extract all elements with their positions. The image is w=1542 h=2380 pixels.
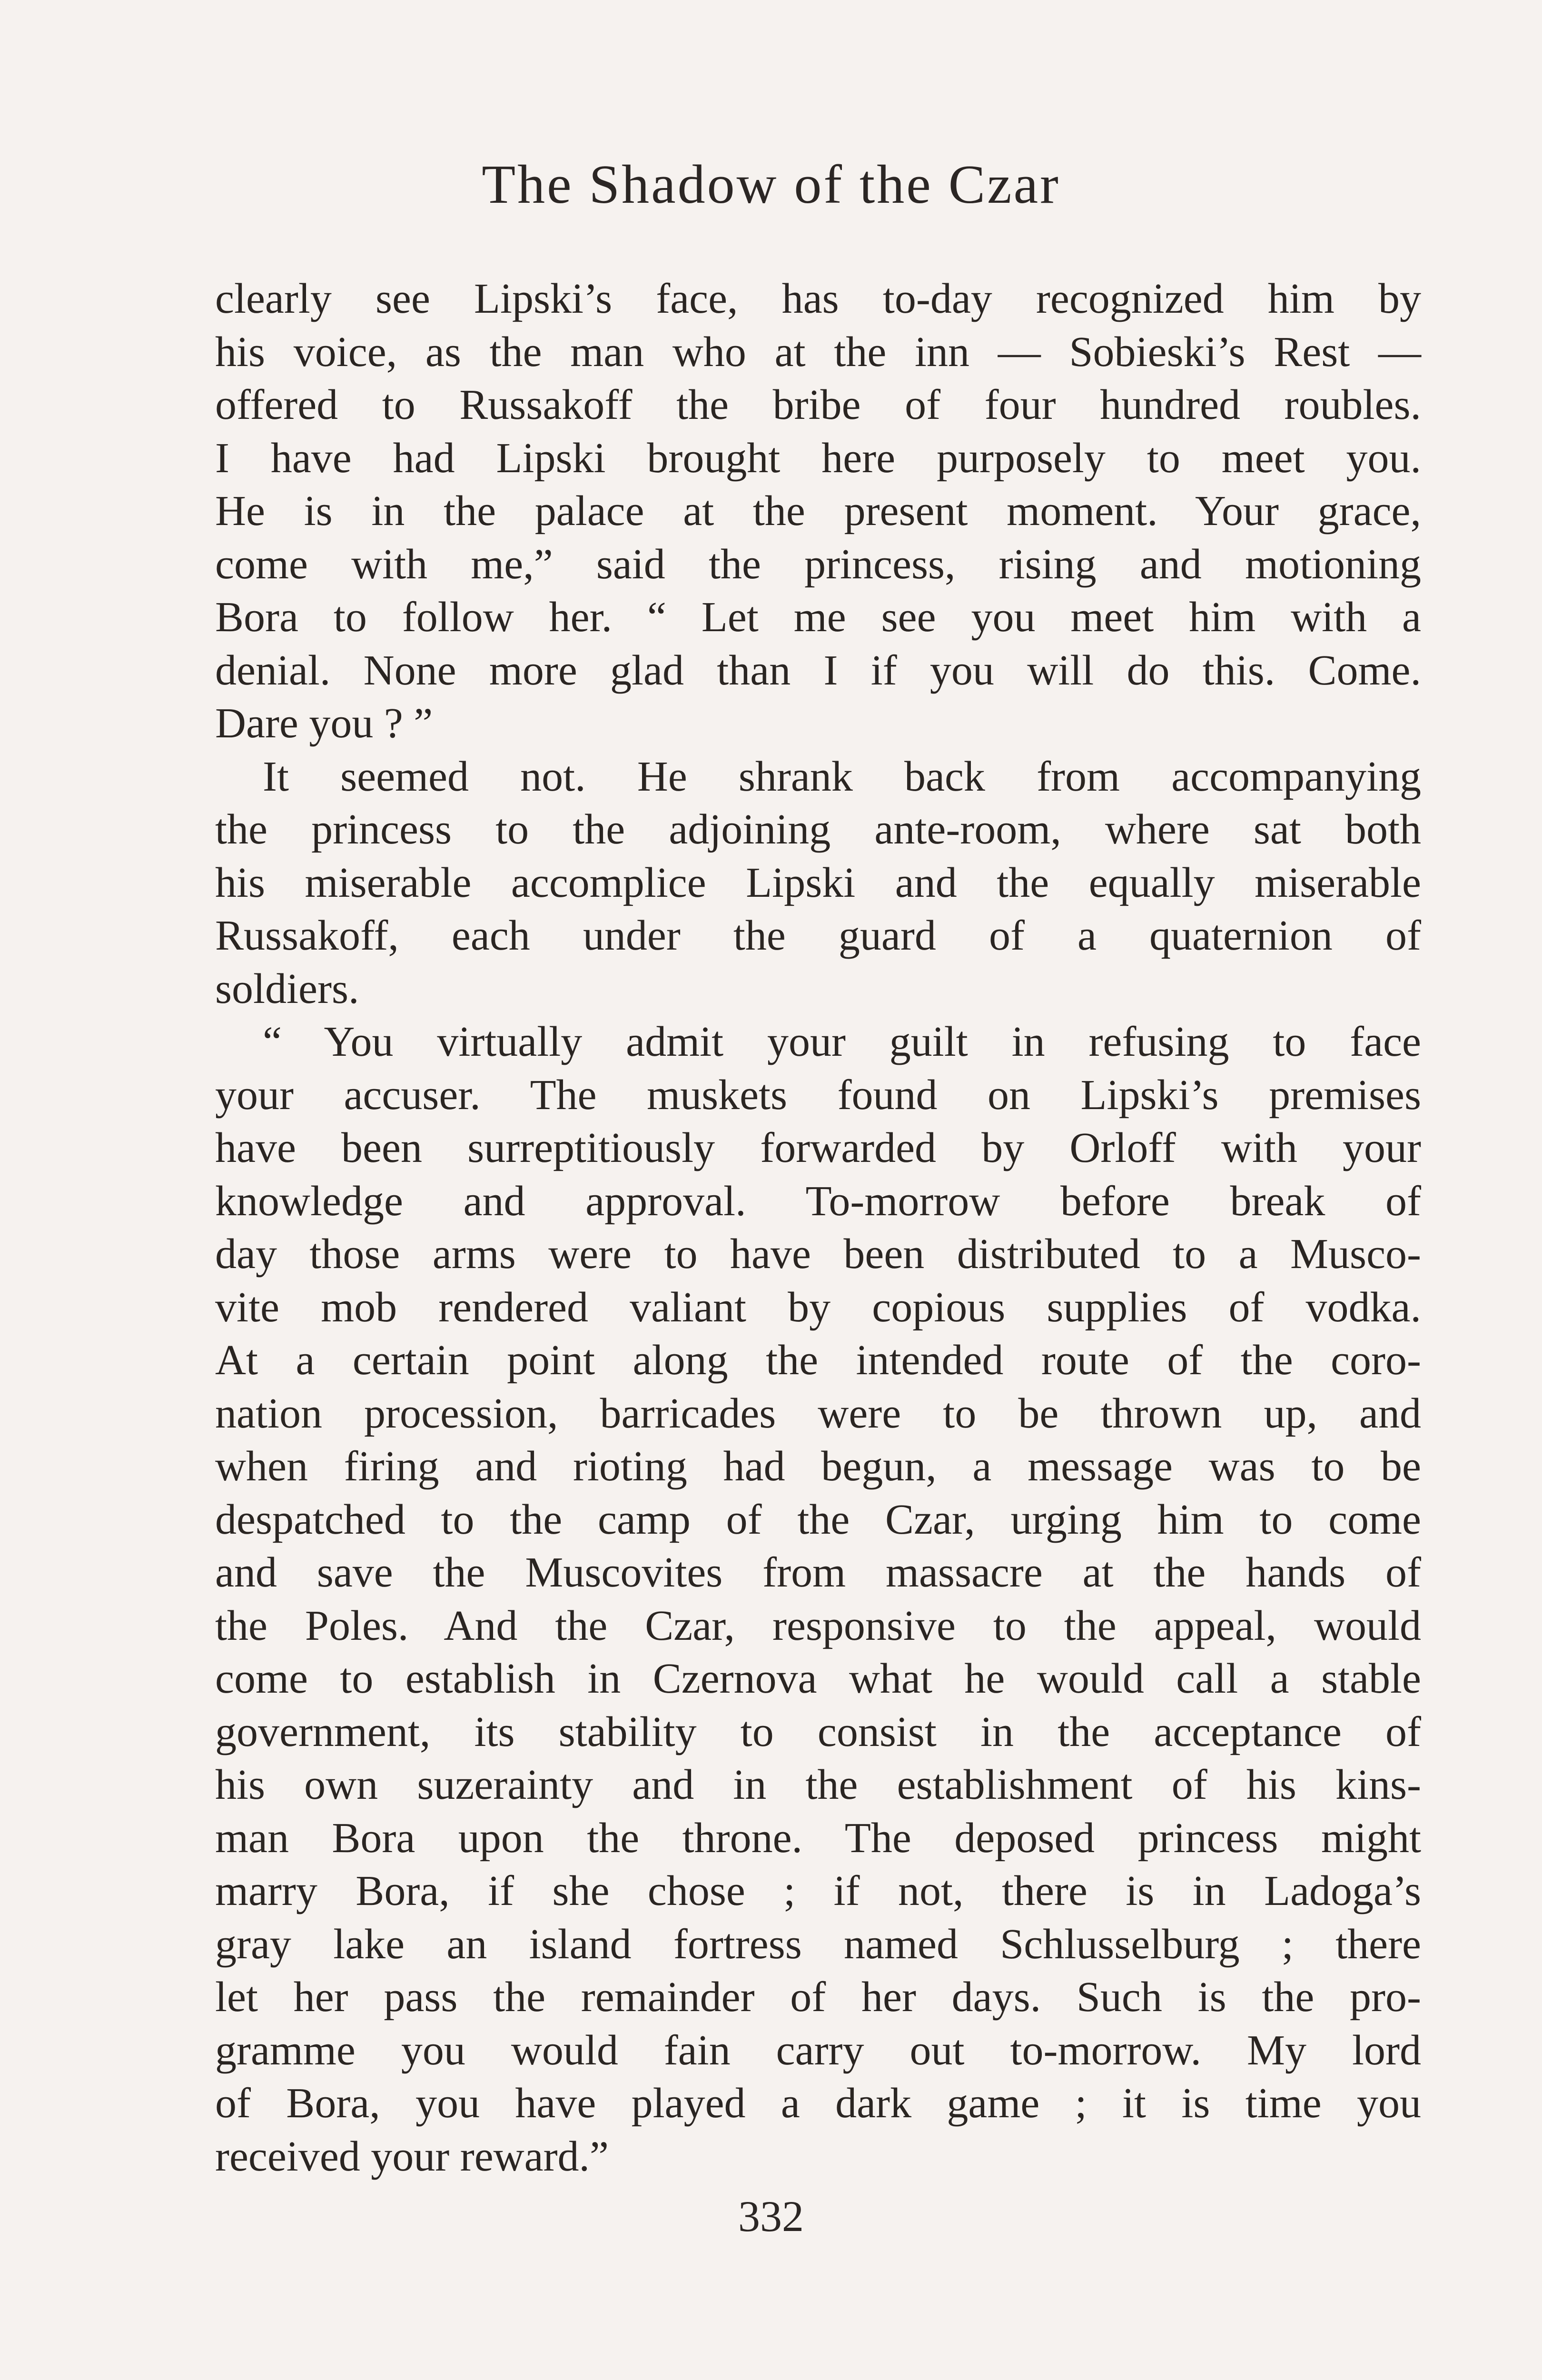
text-line: have been surreptitiously forwarded by Orloff with your — [215, 1124, 1421, 1171]
text-line: Russakoff, each under the guard of a quaternion of — [215, 912, 1421, 959]
text-line: his voice, as the man who at the inn — Sobieski’s Rest — — [215, 328, 1421, 376]
text-line: clearly see Lipski’s face, has to-day recognized him by — [215, 275, 1421, 322]
text-line: knowledge and approval. To-morrow before break of — [215, 1177, 1421, 1225]
text-line: gramme you would fain carry out to-morrow. My lord — [215, 2026, 1421, 2074]
text-line: the Poles. And the Czar, responsive to the appeal, would — [215, 1602, 1421, 1649]
text-line: come with me,” said the princess, rising and motioning — [215, 540, 1421, 588]
text-line: denial. None more glad than I if you will do this. Come. — [215, 646, 1421, 694]
text-line: received your reward.” — [215, 2132, 609, 2180]
running-title: The Shadow of the Czar — [482, 154, 1060, 215]
text-line: let her pass the remainder of her days. Such is the pro- — [215, 1973, 1421, 2021]
text-line: come to establish in Czernova what he would call a stable — [215, 1655, 1421, 1702]
text-line: marry Bora, if she chose ; if not, there is in Ladoga’s — [215, 1867, 1421, 1914]
page-number: 332 — [738, 2192, 804, 2241]
text-line: the princess to the adjoining ante-room, where sat both — [215, 806, 1421, 853]
body-text — [215, 272, 1421, 2183]
text-line: his own suzerainty and in the establishment of his kins- — [215, 1761, 1421, 1808]
text-line: Dare you ? ” — [215, 700, 433, 747]
text-line: I have had Lipski brought here purposely to meet you. — [215, 434, 1421, 482]
text-line: soldiers. — [215, 965, 359, 1012]
text-line: your accuser. The muskets found on Lipski’s premises — [215, 1071, 1421, 1119]
text-line: and save the Muscovites from massacre at the hands of — [215, 1549, 1421, 1596]
text-line: man Bora upon the throne. The deposed princess might — [215, 1814, 1421, 1862]
text-line: government, its stability to consist in the acceptance of — [215, 1708, 1421, 1755]
text-line: nation procession, barricades were to be thrown up, and — [215, 1389, 1421, 1437]
text-line: of Bora, you have played a dark game ; it is time you — [215, 2080, 1421, 2127]
text-line: when firing and rioting had begun, a message was to be — [215, 1443, 1421, 1490]
text-line: “ You virtually admit your guilt in refusing to face — [263, 1018, 1421, 1065]
text-line: At a certain point along the intended route of the coro- — [215, 1337, 1421, 1384]
text-line: gray lake an island fortress named Schlusselburg ; there — [215, 1920, 1421, 1968]
text-line: despatched to the camp of the Czar, urging him to come — [215, 1496, 1421, 1543]
text-line: He is in the palace at the present moment. Your grace, — [215, 487, 1421, 535]
text-line: day those arms were to have been distributed to a Musco- — [215, 1230, 1421, 1278]
text-line: It seemed not. He shrank back from accompanying — [263, 753, 1421, 800]
text-line: Bora to follow her. “ Let me see you meet him with a — [215, 594, 1421, 641]
text-line: vite mob rendered valiant by copious supplies of vodka. — [215, 1283, 1421, 1331]
text-line: offered to Russakoff the bribe of four hundred roubles. — [215, 381, 1421, 428]
text-line: his miserable accomplice Lipski and the equally miserable — [215, 859, 1421, 906]
